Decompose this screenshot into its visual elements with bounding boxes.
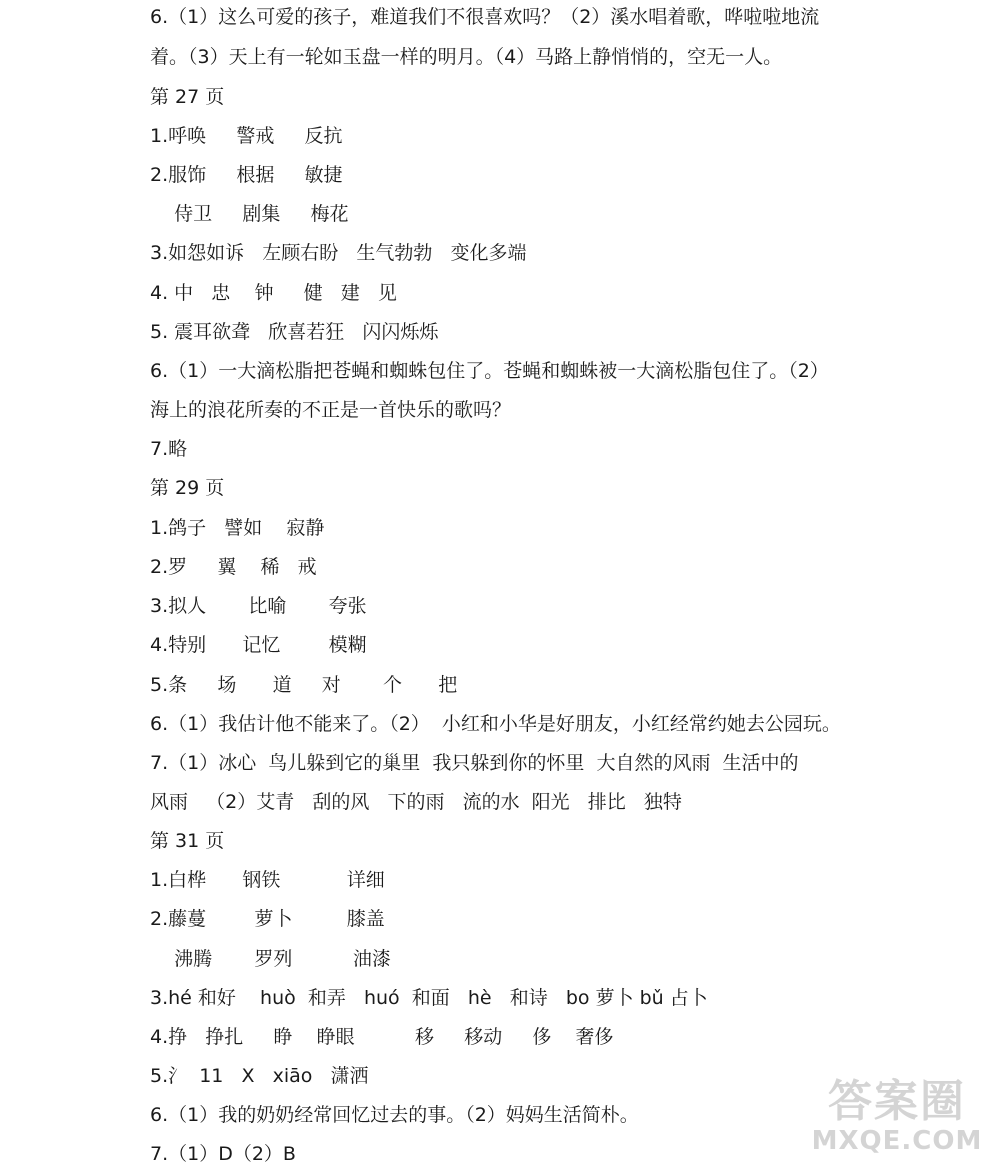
answer-line: 7.（1）冰心 鸟儿躲到它的巢里 我只躲到你的怀里 大自然的风雨 生活中的	[150, 752, 799, 774]
answer-line: 3.hé 和好 huò 和弄 huó 和面 hè 和诗 bo 萝卜 bǔ 占卜	[150, 987, 708, 1009]
answer-line: 3.拟人 比喻 夸张	[150, 595, 367, 617]
answer-line: 侍卫 剧集 梅花	[150, 203, 349, 225]
answer-line: 1.鸽子 譬如 寂静	[150, 517, 325, 539]
answer-line: 6.（1）我估计他不能来了。（2） 小红和小华是好朋友，小红经常约她去公园玩。	[150, 713, 841, 735]
answer-line: 2.罗 翼 稀 戒	[150, 556, 317, 578]
answer-line: 风雨 （2）艾青 刮的风 下的雨 流的水 阳光 排比 独特	[150, 791, 682, 813]
watermark-bottom-text: MXQE.COM	[811, 1126, 983, 1156]
answer-line: 2.藤蔓 萝卜 膝盖	[150, 908, 385, 930]
answer-line-6a: 6.（1）这么可爱的孩子，难道我们不很喜欢吗？（2）溪水唱着歌，哗啦啦地流	[150, 6, 820, 28]
page-heading-27: 第 27 页	[150, 86, 225, 108]
answer-line: 5.氵 11 X xiāo 潇洒	[150, 1065, 369, 1087]
answer-line: 6.（1）一大滴松脂把苍蝇和蜘蛛包住了。苍蝇和蜘蛛被一大滴松脂包住了。（2）	[150, 360, 829, 382]
answer-line: 3.如怨如诉 左顾右盼 生气勃勃 变化多端	[150, 242, 527, 264]
answer-line: 7.略	[150, 438, 188, 460]
answer-line: 5. 震耳欲聋 欣喜若狂 闪闪烁烁	[150, 321, 439, 343]
answer-line: 4.特别 记忆 模糊	[150, 634, 367, 656]
page-heading-31: 第 31 页	[150, 830, 225, 852]
answer-line-6b: 着。（3）天上有一轮如玉盘一样的明月。（4）马路上静悄悄的，空无一人。	[150, 46, 783, 68]
answer-line: 5.条 场 道 对 个 把	[150, 674, 458, 696]
answer-line: 4. 中 忠 钟 健 建 见	[150, 282, 397, 304]
answer-line: 1.白桦 钢铁 详细	[150, 869, 385, 891]
page-heading-29: 第 29 页	[150, 477, 225, 499]
answer-line: 4.挣 挣扎 睁 睁眼 移 移动 侈 奢侈	[150, 1026, 614, 1048]
watermark-logo	[802, 1078, 992, 1158]
answer-line: 1.呼唤 警戒 反抗	[150, 125, 343, 147]
watermark-top-text: 答案圈	[828, 1076, 966, 1127]
answer-line: 2.服饰 根据 敏捷	[150, 164, 343, 186]
answer-line: 沸腾 罗列 油漆	[150, 948, 391, 970]
answer-line: 海上的浪花所奏的不正是一首快乐的歌吗？	[150, 399, 512, 421]
answer-line: 6.（1）我的奶奶经常回忆过去的事。（2）妈妈生活简朴。	[150, 1104, 639, 1126]
answer-line: 7.（1）D（2）B	[150, 1143, 296, 1165]
